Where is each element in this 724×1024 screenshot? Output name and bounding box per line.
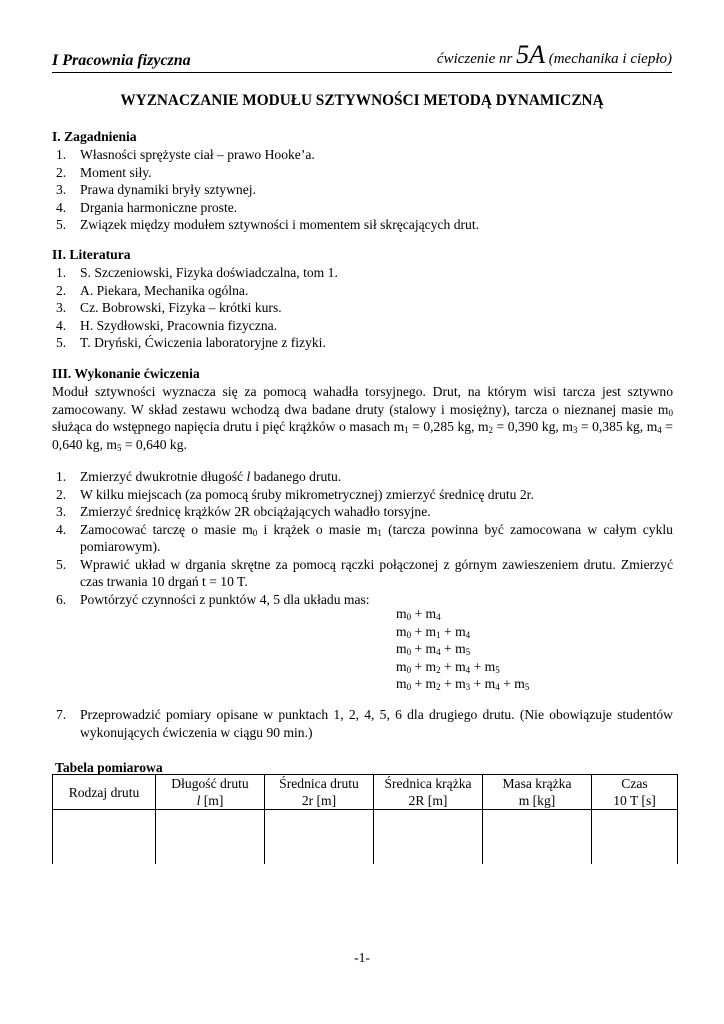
- list-item: 3. Cz. Bobrowski, Fizyka – krótki kurs.: [56, 300, 282, 315]
- table-row: [53, 810, 678, 865]
- mass-combination: $m_0 + m_4 + m_5$: [396, 641, 471, 657]
- table-title: Tabela pomiarowa: [55, 760, 163, 775]
- mass-combination: $m_0 + m_4$: [396, 606, 441, 622]
- column-header: Długość drutu l [m]: [156, 775, 265, 810]
- page-title: WYZNACZANIE MODUŁU SZTYWNOŚCI METODĄ DYNAMICZNĄ: [120, 92, 604, 109]
- list-item: 1. Własności sprężyste ciał – prawo Hooke’a.: [56, 147, 315, 162]
- list-item: 5. Związek między modułem sztywności i momentem sił skręcających drut.: [56, 217, 480, 232]
- list-item: 6. Powtórzyć czynności z punktów 4, 5 dla układu mas:: [56, 591, 370, 607]
- table-cell[interactable]: [374, 810, 483, 865]
- table-cell[interactable]: [156, 810, 265, 865]
- list-item: 4. H. Szydłowski, Pracownia fizyczna.: [56, 317, 278, 333]
- page-header: [52, 40, 672, 73]
- mass-combination: $m_0 + m_2 + m_4 + m_5$: [396, 658, 500, 675]
- table-cell[interactable]: [53, 810, 156, 865]
- table-header-row: [53, 775, 678, 810]
- table-cell[interactable]: [265, 810, 374, 865]
- list-item: 4. Zamocować tarczę o masie $m_0$ i krążek o masie $m_1$ (tarcza powinna być zamocowana w całym cyklu pomiarowym).: [56, 521, 673, 554]
- mass-combinations: [396, 605, 529, 693]
- column-header: Masa krążka m [kg]: [483, 775, 592, 810]
- header-course: I Pracownia fizyczna: [52, 52, 191, 69]
- header-exercise: ćwiczenie nr 5A (mechanika i ciepło): [436, 40, 672, 69]
- list-item: 3. Zmierzyć średnicę krążków 2R obciążających wahadło torsyjne.: [56, 504, 431, 519]
- section-literature: [52, 246, 673, 352]
- section-heading: I. Zagadnienia: [52, 129, 137, 144]
- measurement-table: [52, 774, 678, 864]
- list-item: 7. Przeprowadzić pomiary opisane w punktach 1, 2, 4, 5, 6 dla drugiego drutu. (Nie obowiązuje studentów wykonujących ćwiczenia w ciągu 90 min.): [56, 707, 673, 740]
- list-item: 2. A. Piekara, Mechanika ogólna.: [56, 282, 249, 298]
- list-item: 4. Drgania harmoniczne proste.: [56, 199, 238, 215]
- list-item: 1. Zmierzyć dwukrotnie długość l badanego drutu.: [56, 469, 342, 484]
- step-seven: [52, 706, 673, 741]
- list-item: 2. Moment siły.: [56, 164, 152, 180]
- steps-section: [52, 468, 673, 608]
- column-header: Czas 10 T [s]: [592, 775, 678, 810]
- mass-combination: $m_0 + m_1 + m_4$: [396, 623, 471, 640]
- table-cell[interactable]: [483, 810, 592, 865]
- exercise-number: 5A: [516, 40, 545, 69]
- table-cell[interactable]: [592, 810, 678, 865]
- column-header: Średnica krążka 2R [m]: [374, 775, 483, 810]
- section-heading: II. Literatura: [52, 247, 131, 262]
- list-item: 1. S. Szczeniowski, Fizyka doświadczalna, tom 1.: [56, 265, 338, 280]
- list-item: 2. W kilku miejscach (za pomocą śruby mikrometrycznej) zmierzyć średnicę drutu 2r.: [56, 486, 534, 502]
- mass-combination: $m_0 + m_2 + m_3 + m_4 + m_5$: [396, 676, 530, 692]
- section-topics: [52, 128, 673, 234]
- list-item: 5. T. Dryński, Ćwiczenia laboratoryjne z fizyki.: [56, 335, 326, 350]
- page-number: -1-: [354, 950, 370, 965]
- literature-list: [52, 264, 673, 352]
- section-heading: III. Wykonanie ćwiczenia: [52, 366, 200, 381]
- steps-list: [52, 468, 673, 608]
- column-header: Rodzaj drutu: [53, 775, 156, 810]
- procedure-paragraph: Moduł sztywności wyznacza się za pomocą wahadła torsyjnego. Drut, na którym wisi tarcza jest sztywno zamocowany. W skład zestawu wchodzą dwa badane druty (stalowy i mosiężny), tarcza o nieznanej masie $m_0$ służąca do wstępnego napięcia drutu i pięć krążków o masach $m_1 = 0,285$ kg, $m_2 = 0,390$ kg, $m_3 = 0,385$ kg, $m_4 = 0,640$ kg, $m_5 = 0,640$ kg.: [52, 384, 673, 453]
- list-item: 3. Prawa dynamiki bryły sztywnej.: [56, 182, 256, 197]
- list-item: 5. Wprawić układ w drgania skrętne za pomocą rączki połączonej z górnym zawieszeniem drutu. Zmierzyć czas trwania 10 drgań t = 10 T.: [56, 556, 673, 589]
- section-procedure: [52, 365, 673, 453]
- topics-list: [52, 146, 673, 234]
- column-header: Średnica drutu 2r [m]: [265, 775, 374, 810]
- steps-list: [52, 706, 673, 741]
